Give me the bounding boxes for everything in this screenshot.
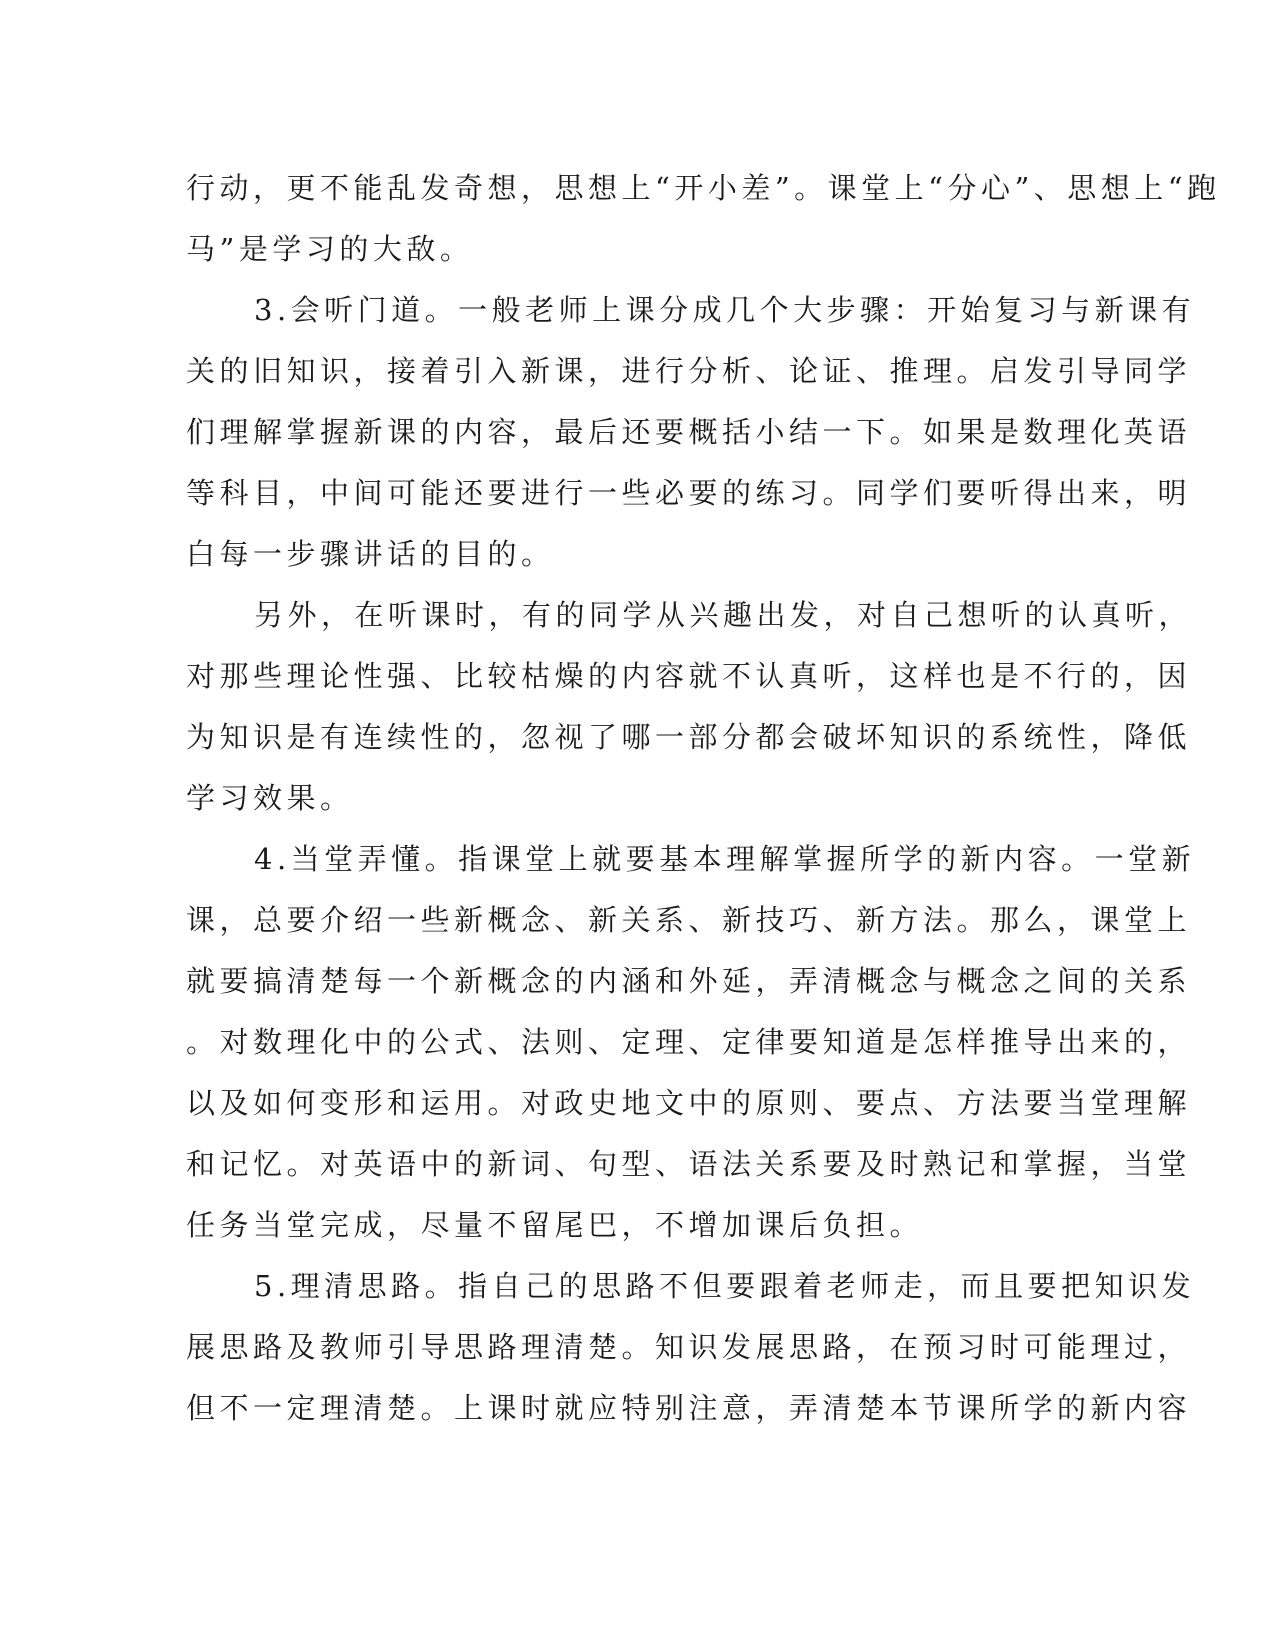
text-line: 5.理清思路。指自己的思路不但要跟着老师走，而且要把知识发 bbox=[254, 1269, 1196, 1303]
paragraph-5 bbox=[186, 1256, 1196, 1439]
text-line: 任务当堂完成，尽量不留尾巴，不增加课后负担。 bbox=[186, 1208, 924, 1242]
text-line: 学习效果。 bbox=[186, 781, 354, 815]
text-line: 和记忆。对英语中的新词、句型、语法关系要及时熟记和掌握，当堂 bbox=[186, 1147, 1192, 1181]
text-line: 课，总要介绍一些新概念、新关系、新技巧、新方法。那么，课堂上 bbox=[186, 903, 1192, 937]
text-line: 对那些理论性强、比较枯燥的内容就不认真听，这样也是不行的，因 bbox=[186, 659, 1192, 693]
text-line: 马”是学习的大敌。 bbox=[186, 232, 474, 266]
text-line: 展思路及教师引导思路理清楚。知识发展思路，在预习时可能理过， bbox=[186, 1330, 1192, 1364]
text-line: 。对数理化中的公式、法则、定理、定律要知道是怎样推导出来的， bbox=[186, 1025, 1192, 1059]
text-line: 3.会听门道。一般老师上课分成几个大步骤：开始复习与新课有 bbox=[254, 293, 1196, 327]
text-line: 关的旧知识，接着引入新课，进行分析、论证、推理。启发引导同学 bbox=[186, 354, 1192, 388]
body-text bbox=[186, 158, 1221, 1439]
text-line: 白每一步骤讲话的目的。 bbox=[186, 537, 555, 571]
text-line: 就要搞清楚每一个新概念的内涵和外延，弄清概念与概念之间的关系 bbox=[186, 964, 1192, 998]
text-line: 另外，在听课时，有的同学从兴趣出发，对自己想听的认真听， bbox=[254, 598, 1193, 632]
paragraph-4 bbox=[186, 829, 1196, 1256]
paragraph-2 bbox=[186, 280, 1196, 585]
text-line: 4.当堂弄懂。指课堂上就要基本理解掌握所学的新内容。一堂新 bbox=[254, 842, 1196, 876]
text-line: 以及如何变形和运用。对政史地文中的原则、要点、方法要当堂理解 bbox=[186, 1086, 1192, 1120]
text-line: 行动，更不能乱发奇想，思想上“开小差”。课堂上“分心”、思想上“跑 bbox=[186, 171, 1221, 205]
text-line: 但不一定理清楚。上课时就应特别注意，弄清楚本节课所学的新内容 bbox=[186, 1391, 1192, 1425]
text-line: 为知识是有连续性的，忽视了哪一部分都会破坏知识的系统性，降低 bbox=[186, 720, 1192, 754]
paragraph-3 bbox=[186, 585, 1193, 829]
paragraph-1 bbox=[186, 158, 1221, 280]
text-line: 等科目，中间可能还要进行一些必要的练习。同学们要听得出来，明 bbox=[186, 476, 1192, 510]
text-line: 们理解掌握新课的内容，最后还要概括小结一下。如果是数理化英语 bbox=[186, 415, 1192, 449]
